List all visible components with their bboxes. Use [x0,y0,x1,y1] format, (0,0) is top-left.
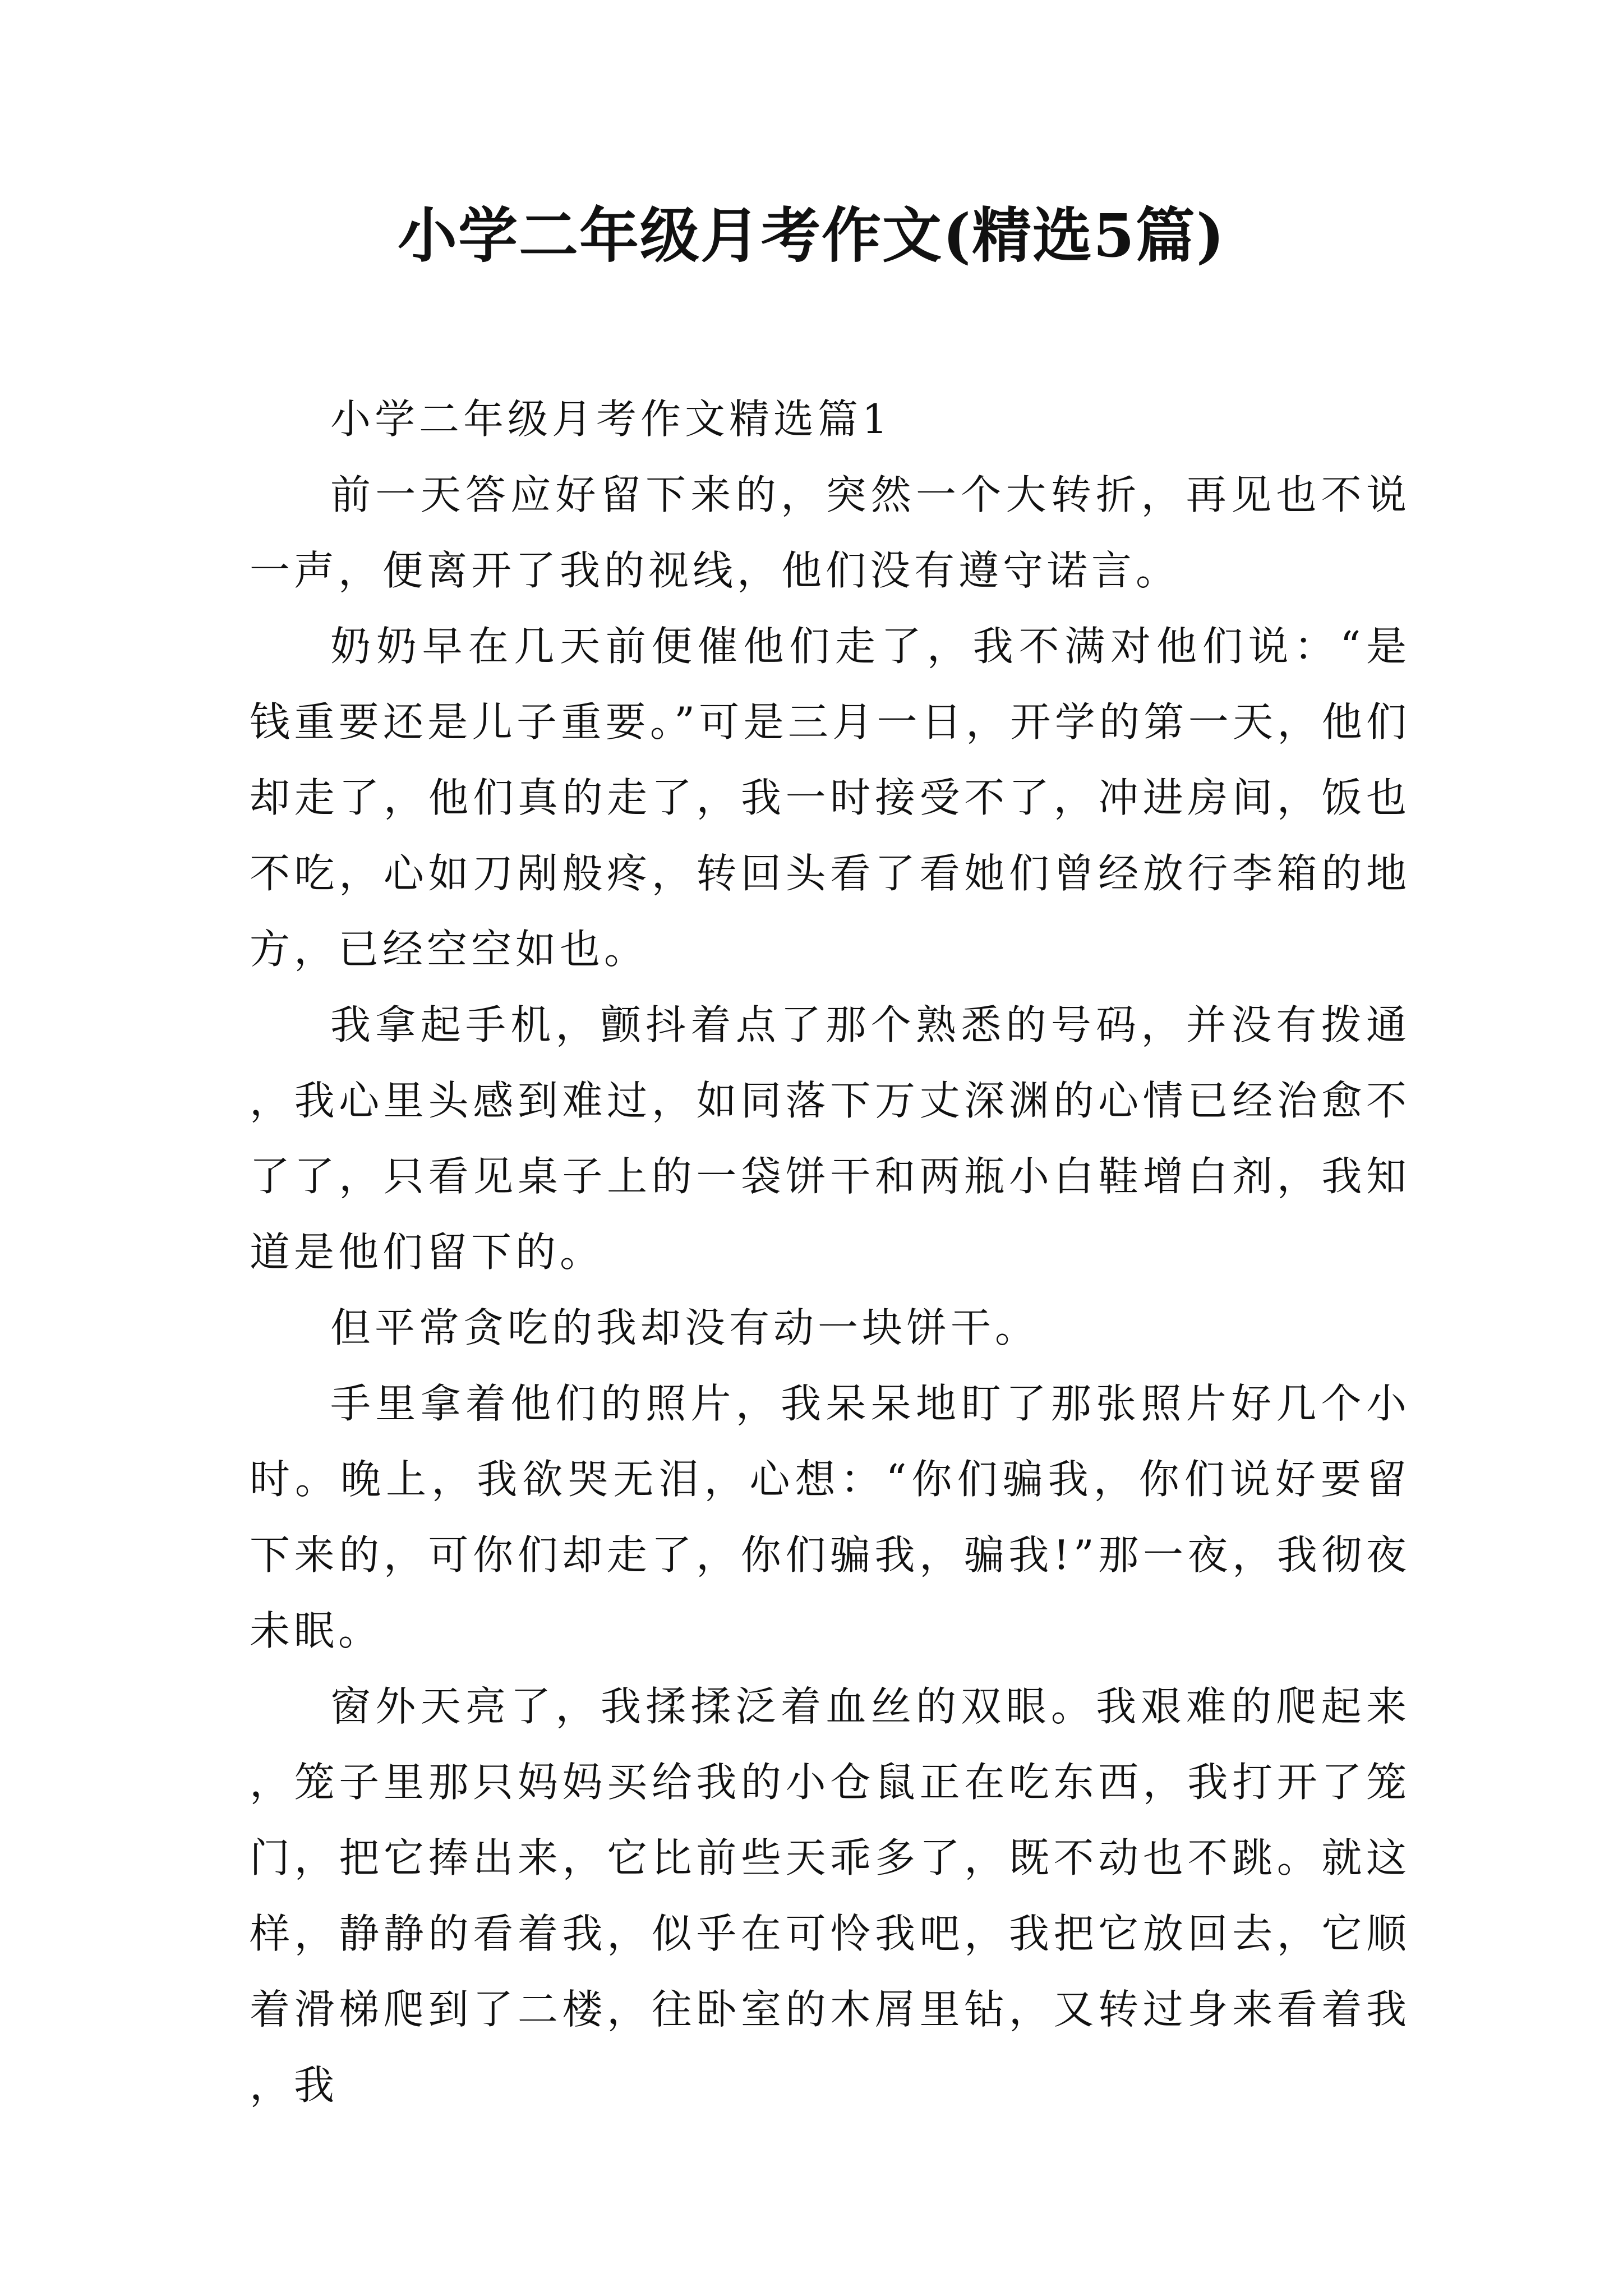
paragraph: 但平常贪吃的我却没有动一块饼干。 [330,1304,1040,1351]
section-heading: 小学二年级月考作文精选篇1 [330,395,892,443]
document-title: 小学二年级月考作文(精选5篇) [397,200,1226,270]
paragraph: 手里拿着他们的照片，我呆呆地盯了那张照片好几个小时。晚上，我欲哭无泪，心想：“你们骗我，你们说好要留下来的，可你们却走了，你们骗我，骗我!”那一夜，我彻夜未眠。 [250,1380,1410,1654]
paragraph: 前一天答应好留下来的，突然一个大转折，再见也不说一声，便离开了我的视线，他们没有遵守诺言。 [250,471,1410,594]
paragraph: 奶奶早在几天前便催他们走了，我不满对他们说：“是钱重要还是儿子重要。”可是三月一日，开学的第一天，他们却走了，他们真的走了，我一时接受不了，冲进房间，饭也不吃，心如刀剐般疼，转回头看了看她们曾经放行李箱的地方，已经空空如也。 [250,623,1410,973]
paragraph: 窗外天亮了，我揉揉泛着血丝的双眼。我艰难的爬起来，笼子里那只妈妈买给我的小仓鼠正在吃东西，我打开了笼门，把它捧出来，它比前些天乖多了，既不动也不跳。就这样，静静的看着我，似乎在可怜我吧，我把它放回去，它顺着滑梯爬到了二楼，往卧室的木屑里钻，又转过身来看着我，我 [250,1683,1410,2109]
paragraph: 我拿起手机，颤抖着点了那个熟悉的号码，并没有拨通，我心里头感到难过，如同落下万丈深渊的心情已经治愈不了了，只看见桌子上的一袋饼干和两瓶小白鞋增白剂，我知道是他们留下的。 [250,1001,1410,1276]
document-body [250,381,1410,2123]
